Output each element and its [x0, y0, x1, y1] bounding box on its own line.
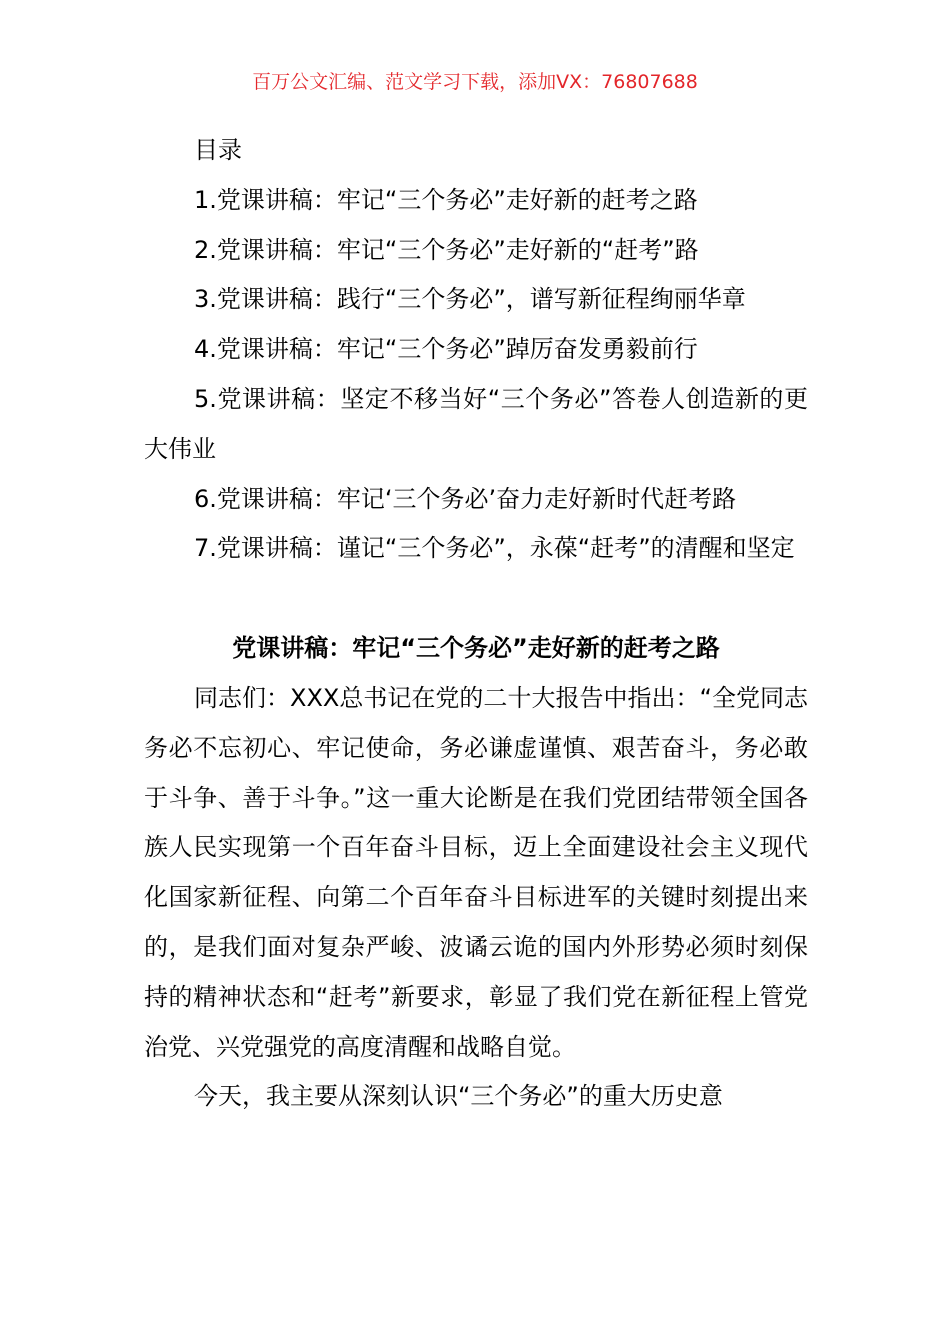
header-promo-note: 百万公文汇编、范文学习下载，添加VX：76807688 — [252, 71, 698, 93]
toc-item: 4.党课讲稿：牢记“三个务必”踔厉奋发勇毅前行 — [194, 335, 698, 364]
toc-item: 1.党课讲稿：牢记“三个务必”走好新的赶考之路 — [194, 185, 698, 214]
article-title: 党课讲稿：牢记“三个务必”走好新的赶考之路 — [232, 634, 720, 663]
article-paragraph: 同志们：XXX总书记在党的二十大报告中指出：“全党同志务必不忘初心、牢记使命，务必谦虚谨慎、艰苦奋斗，务必敢于斗争、善于斗争。”这一重大论断是在我们党团结带领全国各族人民实现第一个百年奋斗目标，迈上全面建设社会主义现代化国家新征程、向第二个百年奋斗目标进军的关键时刻提出来的，是我们面对复杂严峻、波谲云诡的国内外形势必须时刻保持的精神状态和“赶考”新要求，彰显了我们党在新征程上管党治党、兴党强党的高度清醒和战略自觉。 — [144, 683, 808, 1061]
section-spacer — [144, 574, 808, 624]
toc-item: 7.党课讲稿：谨记“三个务必”，永葆“赶考”的清醒和坚定 — [194, 534, 795, 563]
toc-title: 目录 — [194, 136, 242, 164]
toc-item: 6.党课讲稿：牢记‘三个务必’奋力走好新时代赶考路 — [194, 484, 737, 513]
article-paragraph: 今天，我主要从深刻认识“三个务必”的重大历史意 — [194, 1082, 723, 1111]
toc-item: 2.党课讲稿：牢记“三个务必”走好新的“赶考”路 — [194, 235, 699, 264]
toc-item: 3.党课讲稿：践行“三个务必”，谱写新征程绚丽华章 — [194, 285, 746, 314]
document-body — [144, 126, 808, 1122]
toc-item: 5.党课讲稿：坚定不移当好“三个务必”答卷人创造新的更大伟业 — [144, 384, 808, 463]
